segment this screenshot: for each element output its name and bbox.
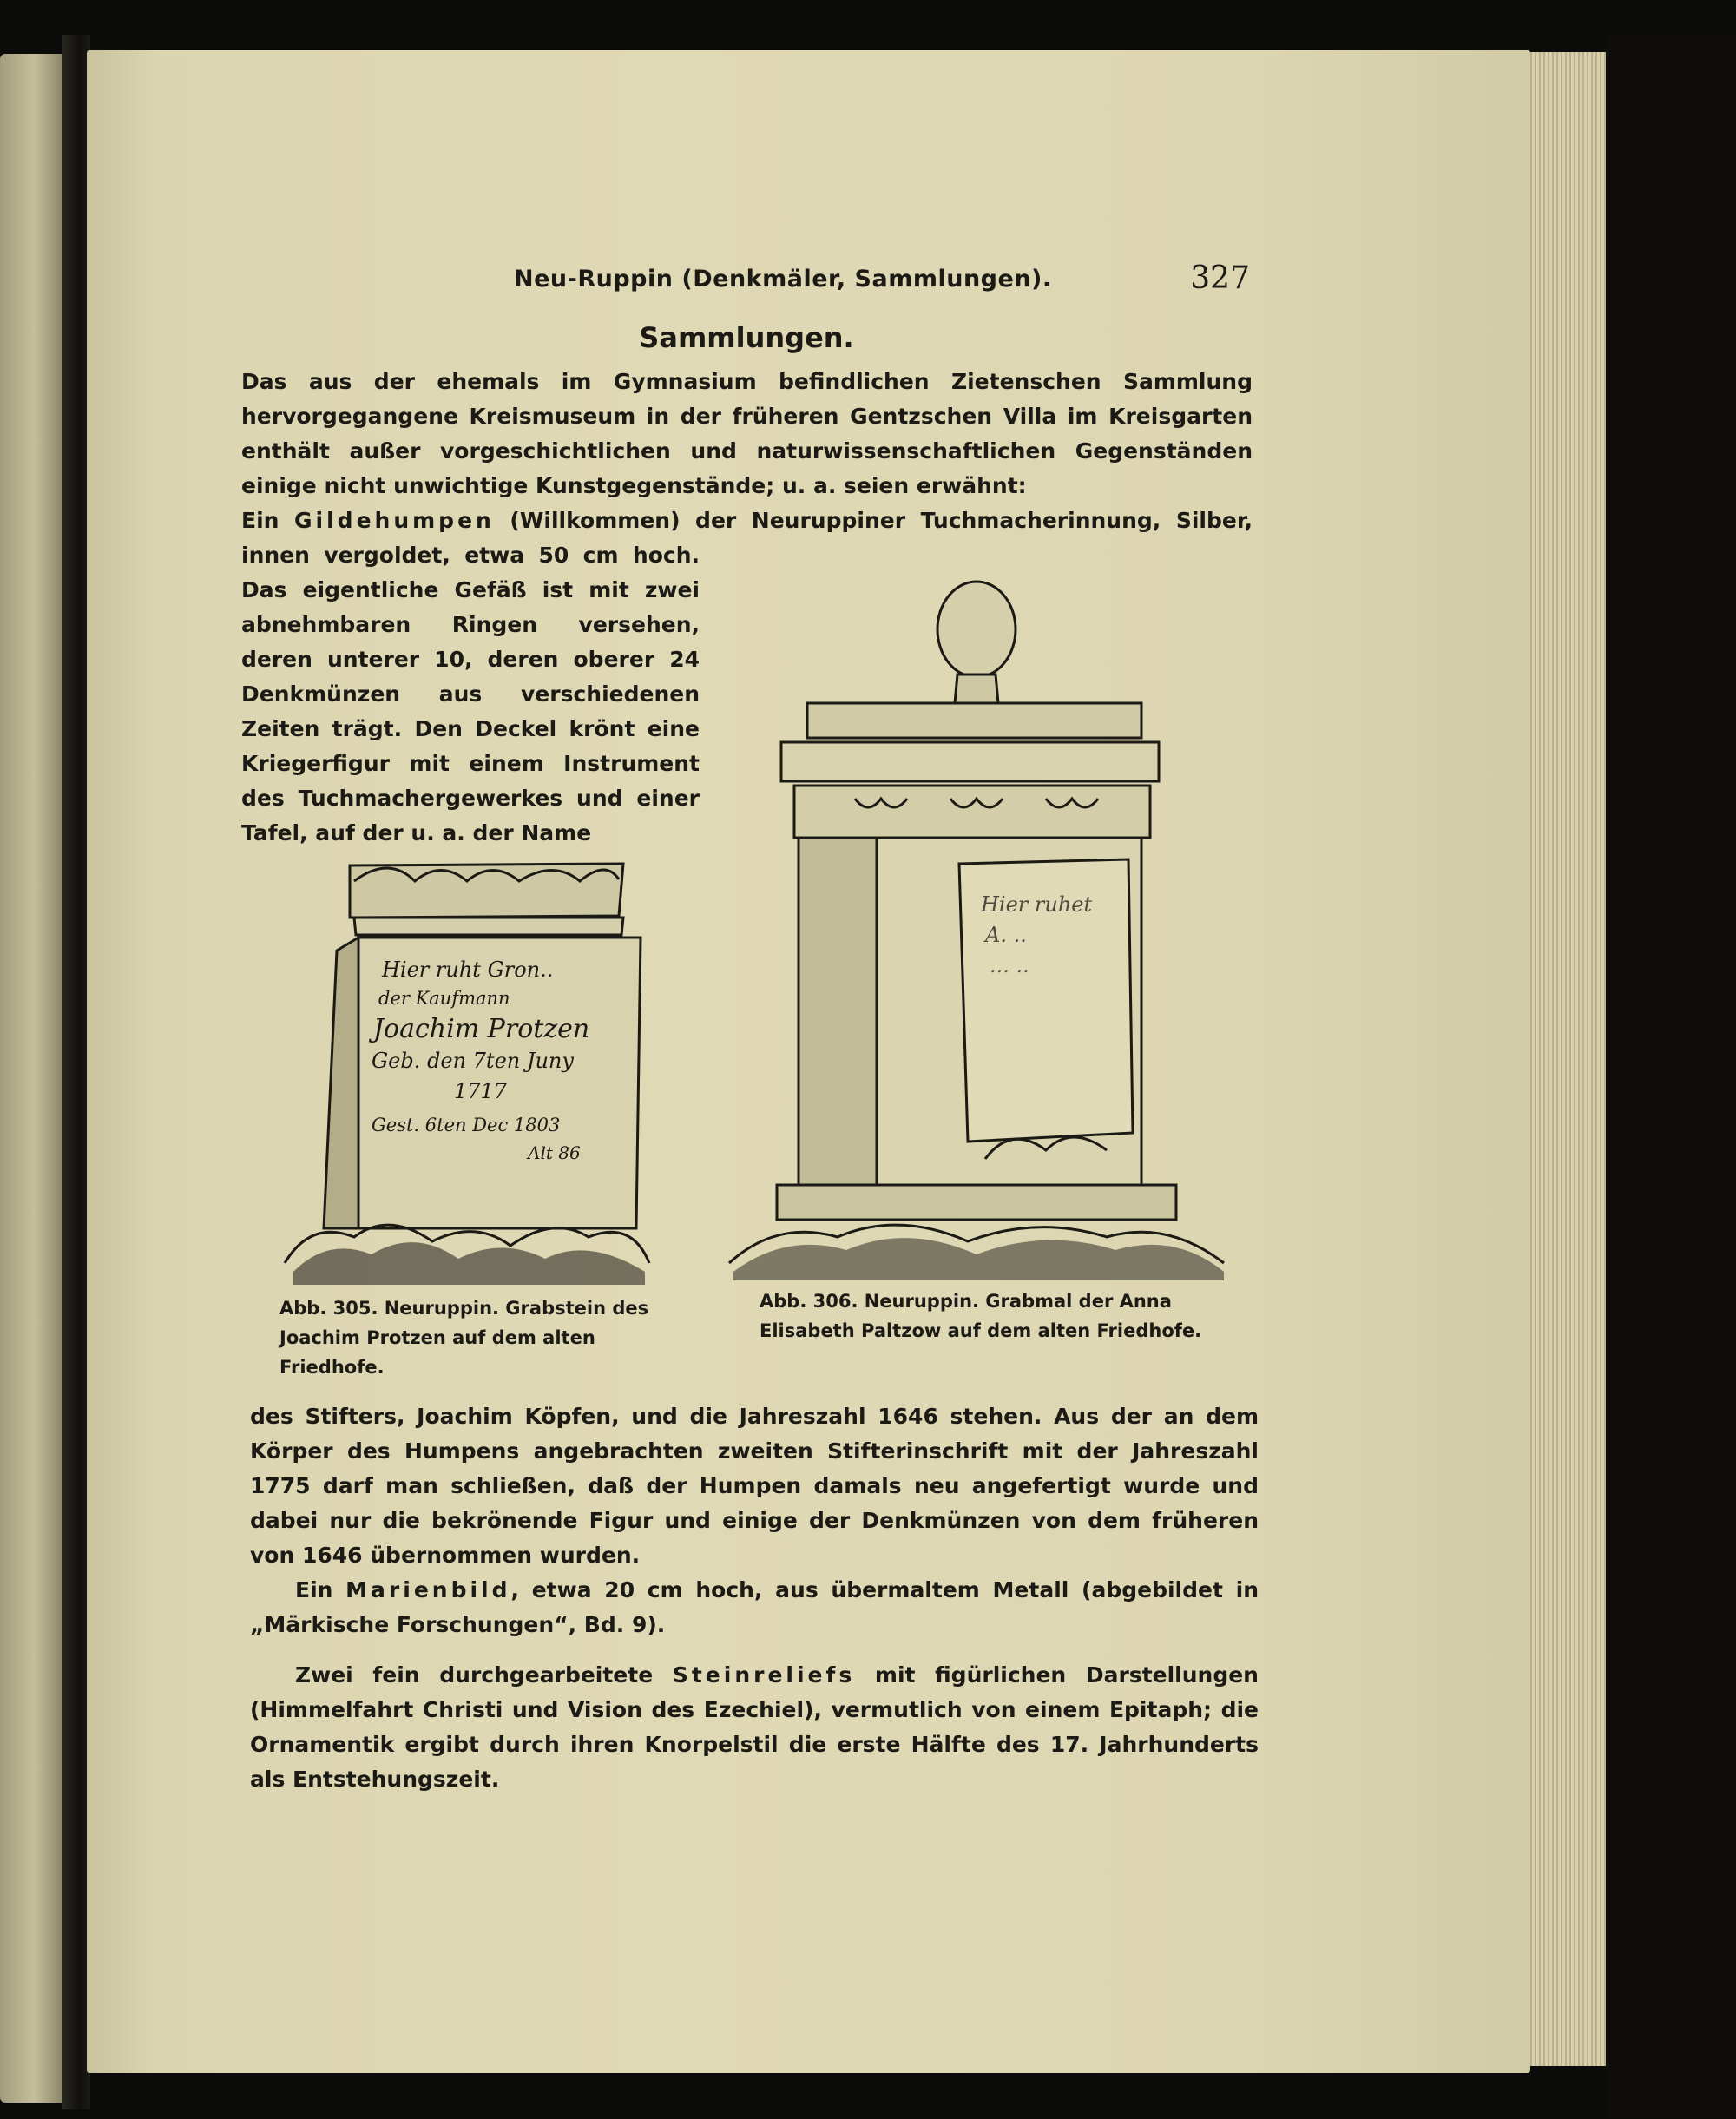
facing-page-edge	[0, 54, 62, 2103]
paragraph-gildehumpen-continued: des Stifters, Joachim Köpfen, und die Jahreszahl 1646 stehen. Aus der an dem Körper des Humpens angebrachten zweiten Stifterinschrift mit der Jahreszahl 1775 darf man schließen, daß der Humpen damals neu angefertigt wurde und dabei nur die bekrönende Figur und einige der Denkmünzen von dem früheren von 1646 übernommen wurden.	[250, 1404, 1259, 1568]
steinreliefs-term: Steinreliefs	[672, 1662, 856, 1688]
marienbild-intro: Ein	[295, 1577, 333, 1602]
paragraph-gildehumpen-column: innen vergoldet, etwa 50 cm hoch. Das eigentliche Gefäß ist mit zwei abnehmbaren Ringen versehen, deren unterer 10, deren oberer 24 Denkmünzen aus verschiedenen Zeiten trägt. Den Deckel krönt eine Kriegerfigur mit einem Instrument des Tuchmachergewerkes und einer Tafel, auf der u. a. der Name	[241, 543, 700, 846]
figure-caption-305	[279, 1293, 687, 1382]
book-cover-edge	[1606, 35, 1736, 2118]
running-title: Neu-Ruppin (Denkmäler, Sammlungen).	[514, 266, 1052, 293]
paragraph-kreismuseum: Das aus der ehemals im Gymnasium befindlichen Zietenschen Sammlung hervorgegangene Kreismuseum in der früheren Gentzschen Villa im Kreisgarten enthält außer vorgeschichtlichen und naturwissenschaftlichen Gegenständen einige nicht unwichtige Kunstgegenstände; u. a. seien erwähnt:	[241, 369, 1253, 498]
caption-line: Joachim Protzen auf dem alten Friedhofe.	[279, 1327, 595, 1378]
tomb-paltzow-illustration	[725, 577, 1228, 1280]
page-stack-edges	[1528, 52, 1606, 2066]
inscription-line: Hier ruht Gron..	[382, 957, 554, 982]
caption-line: Abb. 305. Neuruppin. Grabstein des	[279, 1298, 649, 1319]
steinreliefs-intro: Zwei fein durchgearbeitete	[295, 1662, 654, 1688]
figure-caption-306	[760, 1287, 1211, 1346]
page-header	[243, 260, 1250, 304]
caption-line: Elisabeth Paltzow auf dem alten Friedhofe.	[760, 1320, 1202, 1341]
paragraph-steinreliefs	[250, 1658, 1259, 1797]
inscription-line: A. ..	[985, 923, 1027, 947]
gravestone-protzen-illustration	[276, 855, 658, 1289]
inscription-line: Hier ruhet	[981, 892, 1093, 917]
inscription-line: ... ..	[990, 953, 1029, 977]
caption-line: Abb. 306. Neuruppin. Grabmal der Anna	[760, 1291, 1172, 1312]
section-title: Sammlungen.	[639, 321, 854, 354]
paragraph-gildehumpen-first-line	[241, 503, 1253, 538]
paragraph-marienbild	[250, 1573, 1259, 1642]
page-number: 327	[1190, 260, 1250, 296]
steinreliefs-rest: mit figürlichen Darstellungen (Himmelfahrt Christi und Vision des Ezechiel), vermutlich von einem Epitaph; die Ornamentik ergibt durch ihren Knorpelstil die erste Hälfte des 17. Jahrhunderts als Entstehungszeit.	[250, 1662, 1259, 1792]
inscription-line: der Kaufmann	[378, 988, 510, 1009]
inscription-line: Gest. 6ten Dec 1803	[372, 1115, 561, 1135]
inscription-line: 1717	[454, 1079, 508, 1103]
inscription-line: Joachim Protzen	[373, 1014, 590, 1044]
gildehumpen-intro: Ein	[241, 508, 279, 533]
gildehumpen-term: Gildehumpen	[294, 508, 495, 533]
gildehumpen-first-line-rest: (Willkommen) der Neuruppiner Tuchmacherinnung, Silber,	[510, 508, 1253, 533]
marienbild-rest: , etwa 20 cm hoch, aus übermaltem Metall (abgebildet in „Märkische Forschungen“, Bd. 9).	[250, 1577, 1259, 1637]
inscription-line: Geb. den 7ten Juny	[372, 1049, 574, 1073]
inscription-line: Alt 86	[528, 1142, 581, 1163]
marienbild-term: Marienbild	[345, 1577, 511, 1602]
